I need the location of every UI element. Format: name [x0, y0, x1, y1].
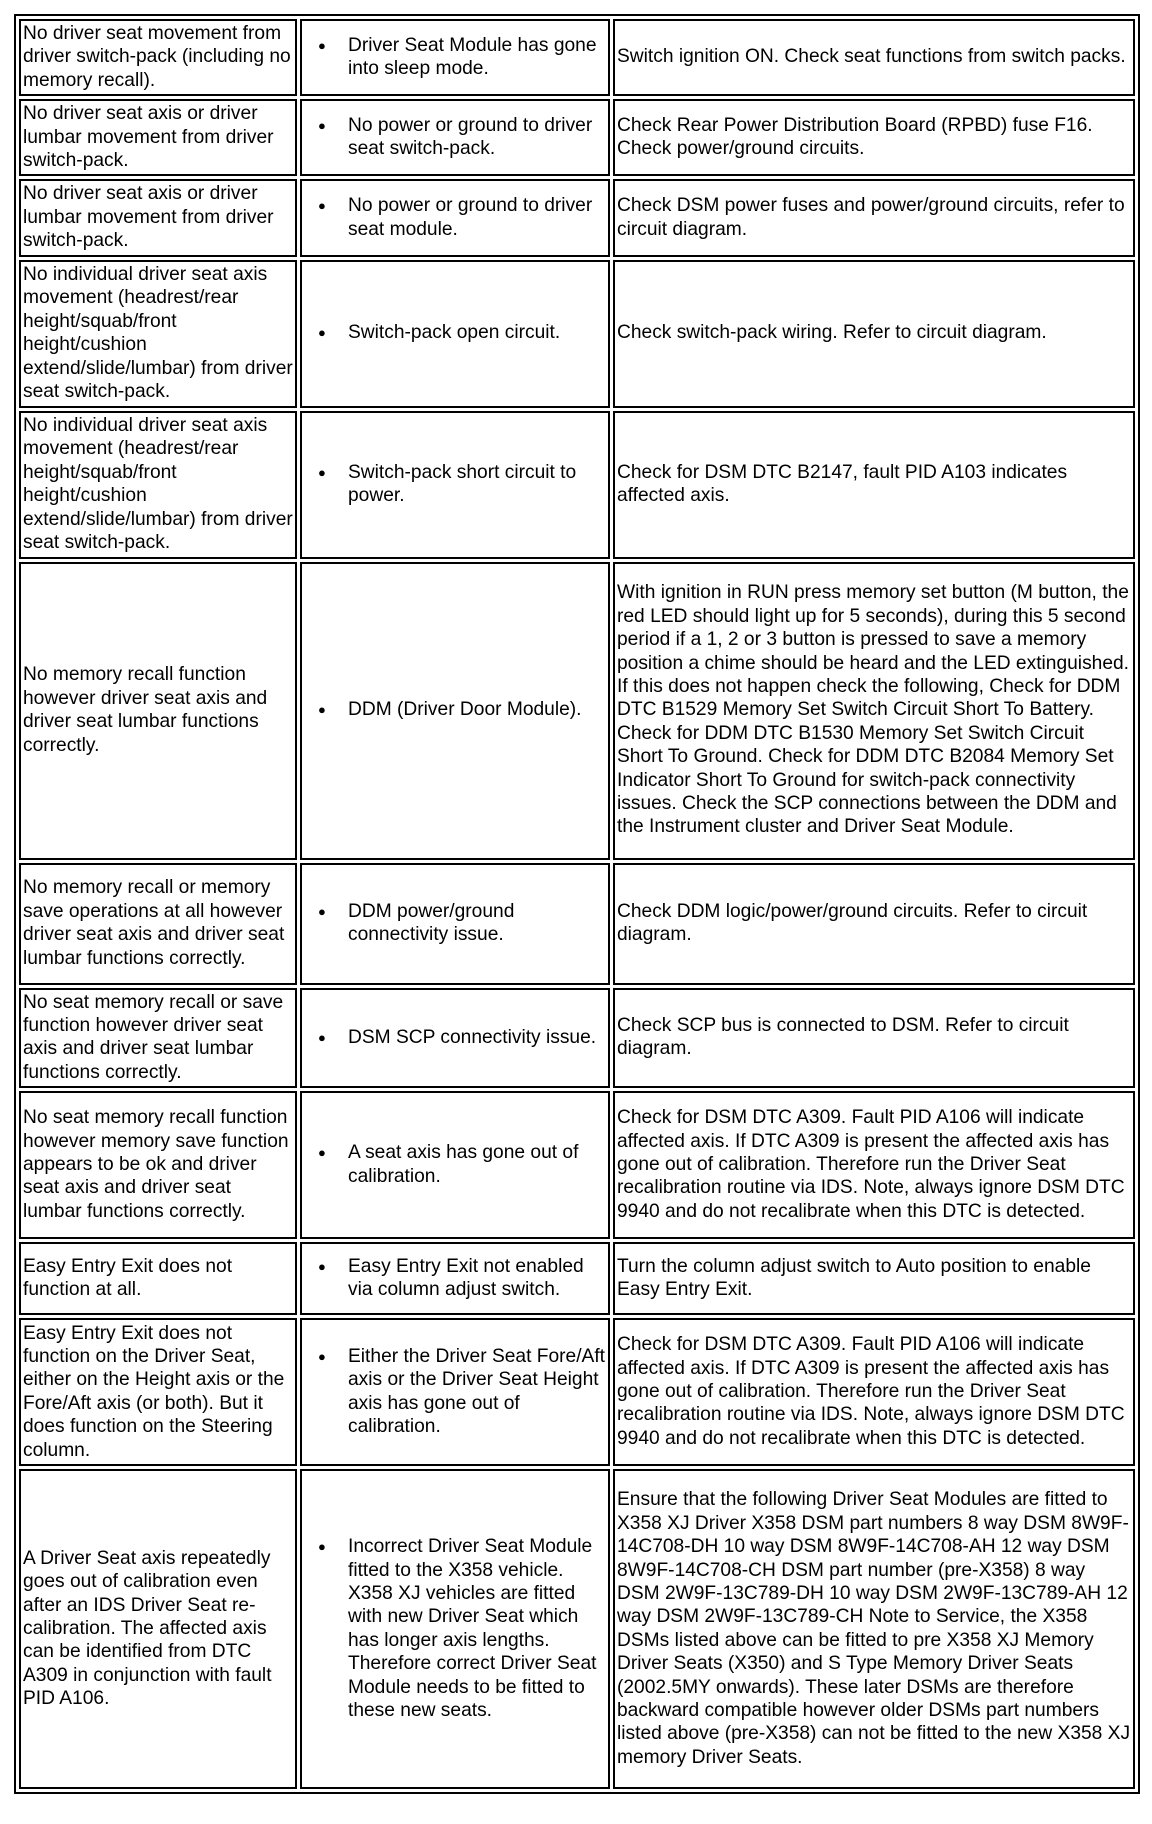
action-cell: Check DSM power fuses and power/ground circuits, refer to circuit diagram.: [613, 179, 1135, 256]
cause-list: [310, 1141, 606, 1188]
table-row: [19, 562, 1135, 860]
cause-item: ● A seat axis has gone out of calibration.: [348, 1141, 606, 1188]
cause-list: [310, 1255, 606, 1302]
table-row: [19, 1469, 1135, 1789]
table-row: [19, 260, 1135, 408]
table-row: [19, 863, 1135, 985]
cause-item: ● Easy Entry Exit not enabled via column adjust switch.: [348, 1255, 606, 1302]
cause-item: ● DDM power/ground connectivity issue.: [348, 900, 606, 947]
cause-list: [310, 34, 606, 81]
action-cell: Turn the column adjust switch to Auto position to enable Easy Entry Exit.: [613, 1242, 1135, 1315]
symptom-cell: No memory recall function however driver seat axis and driver seat lumbar functions correctly.: [19, 562, 297, 860]
cause-item: ● DSM SCP connectivity issue.: [348, 1026, 606, 1049]
cause-item: ● Driver Seat Module has gone into sleep mode.: [348, 34, 606, 81]
symptom-cell: No individual driver seat axis movement (headrest/rear height/squab/front height/cushion extend/slide/lumbar) from driver seat switch-pack.: [19, 411, 297, 559]
cause-list: [310, 900, 606, 947]
cause-list: [310, 194, 606, 241]
cause-list: [310, 114, 606, 161]
table-row: [19, 1242, 1135, 1315]
cause-cell: [300, 99, 610, 176]
cause-cell: [300, 411, 610, 559]
table-row: [19, 988, 1135, 1089]
table-row: [19, 179, 1135, 256]
table-row: [19, 99, 1135, 176]
action-cell: Check switch-pack wiring. Refer to circuit diagram.: [613, 260, 1135, 408]
cause-list: [310, 461, 606, 508]
symptom-cell: No driver seat movement from driver switch-pack (including no memory recall).: [19, 19, 297, 96]
diagnostic-table: [14, 14, 1140, 1794]
action-cell: With ignition in RUN press memory set button (M button, the red LED should light up for 5 seconds), during this 5 second period if a 1, 2 or 3 button is pressed to save a memory position a chime should be heard and the LED extinguished. If this does not happen check the following, Check for DDM DTC B1529 Memory Set Switch Circuit Short To Battery. Check for DDM DTC B1530 Memory Set Switch Circuit Short To Ground. Check for DDM DTC B2084 Memory Set Indicator Short To Ground for switch-pack connectivity issues. Check the SCP connections between the DDM and the Instrument cluster and Driver Seat Module.: [613, 562, 1135, 860]
cause-list: [310, 1345, 606, 1439]
cause-cell: [300, 179, 610, 256]
cause-list: [310, 1026, 606, 1049]
symptom-cell: No seat memory recall function however memory save function appears to be ok and driver seat axis and driver seat lumbar functions correctly.: [19, 1091, 297, 1239]
cause-cell: [300, 988, 610, 1089]
cause-list: [310, 1535, 606, 1722]
action-cell: Ensure that the following Driver Seat Modules are fitted to X358 XJ Driver X358 DSM part numbers 8 way DSM 8W9F-14C708-DH 10 way DSM 8W9F-14C708-AH 12 way DSM 8W9F-14C708-CH DSM part number (pre-X358) 8 way DSM 2W9F-13C789-DH 10 way DSM 2W9F-13C789-AH 12 way DSM 2W9F-13C789-CH Note to Service, the X358 DSMs listed above can be fitted to pre X358 XJ Memory Driver Seats (X350) and S Type Memory Driver Seats (2002.5MY onwards). These later DSMs are therefore backward compatible however older DSMs part numbers listed above (pre-X358) can not be fitted to the new X358 XJ memory Driver Seats.: [613, 1469, 1135, 1789]
cause-cell: [300, 260, 610, 408]
table-row: [19, 19, 1135, 96]
cause-item: ● No power or ground to driver seat switch-pack.: [348, 114, 606, 161]
cause-cell: [300, 863, 610, 985]
cause-list: [310, 698, 606, 721]
cause-list: [310, 321, 606, 344]
cause-item: ● Switch-pack short circuit to power.: [348, 461, 606, 508]
action-cell: Check DDM logic/power/ground circuits. Refer to circuit diagram.: [613, 863, 1135, 985]
cause-item: ● DDM (Driver Door Module).: [348, 698, 606, 721]
cause-cell: [300, 1242, 610, 1315]
symptom-cell: No seat memory recall or save function however driver seat axis and driver seat lumbar functions correctly.: [19, 988, 297, 1089]
cause-item: ● No power or ground to driver seat module.: [348, 194, 606, 241]
symptom-cell: No driver seat axis or driver lumbar movement from driver switch-pack.: [19, 99, 297, 176]
diagnostic-table-body: [19, 19, 1135, 1789]
symptom-cell: No driver seat axis or driver lumbar movement from driver switch-pack.: [19, 179, 297, 256]
action-cell: Switch ignition ON. Check seat functions from switch packs.: [613, 19, 1135, 96]
cause-item: ● Incorrect Driver Seat Module fitted to the X358 vehicle. X358 XJ vehicles are fitted with new Driver Seat which has longer axis lengths. Therefore correct Driver Seat Module needs to be fitted to these new seats.: [348, 1535, 606, 1722]
symptom-cell: Easy Entry Exit does not function at all.: [19, 1242, 297, 1315]
symptom-cell: No individual driver seat axis movement (headrest/rear height/squab/front height/cushion extend/slide/lumbar) from driver seat switch-pack.: [19, 260, 297, 408]
cause-cell: [300, 1318, 610, 1466]
cause-cell: [300, 19, 610, 96]
cause-cell: [300, 1469, 610, 1789]
symptom-cell: A Driver Seat axis repeatedly goes out of calibration even after an IDS Driver Seat re-calibration. The affected axis can be identified from DTC A309 in conjunction with fault PID A106.: [19, 1469, 297, 1789]
cause-item: ● Either the Driver Seat Fore/Aft axis or the Driver Seat Height axis has gone out of calibration.: [348, 1345, 606, 1439]
table-row: [19, 1318, 1135, 1466]
action-cell: Check SCP bus is connected to DSM. Refer to circuit diagram.: [613, 988, 1135, 1089]
symptom-cell: Easy Entry Exit does not function on the Driver Seat, either on the Height axis or the Fore/Aft axis (or both). But it does function on the Steering column.: [19, 1318, 297, 1466]
symptom-cell: No memory recall or memory save operations at all however driver seat axis and driver seat lumbar functions correctly.: [19, 863, 297, 985]
action-cell: Check for DSM DTC A309. Fault PID A106 will indicate affected axis. If DTC A309 is present the affected axis has gone out of calibration. Therefore run the Driver Seat recalibration routine via IDS. Note, always ignore DSM DTC 9940 and do not recalibrate when this DTC is detected.: [613, 1318, 1135, 1466]
cause-item: ● Switch-pack open circuit.: [348, 321, 606, 344]
table-row: [19, 1091, 1135, 1239]
action-cell: Check Rear Power Distribution Board (RPBD) fuse F16. Check power/ground circuits.: [613, 99, 1135, 176]
cause-cell: [300, 1091, 610, 1239]
action-cell: Check for DSM DTC A309. Fault PID A106 will indicate affected axis. If DTC A309 is present the affected axis has gone out of calibration. Therefore run the Driver Seat recalibration routine via IDS. Note, always ignore DSM DTC 9940 and do not recalibrate when this DTC is detected.: [613, 1091, 1135, 1239]
cause-cell: [300, 562, 610, 860]
action-cell: Check for DSM DTC B2147, fault PID A103 indicates affected axis.: [613, 411, 1135, 559]
table-row: [19, 411, 1135, 559]
